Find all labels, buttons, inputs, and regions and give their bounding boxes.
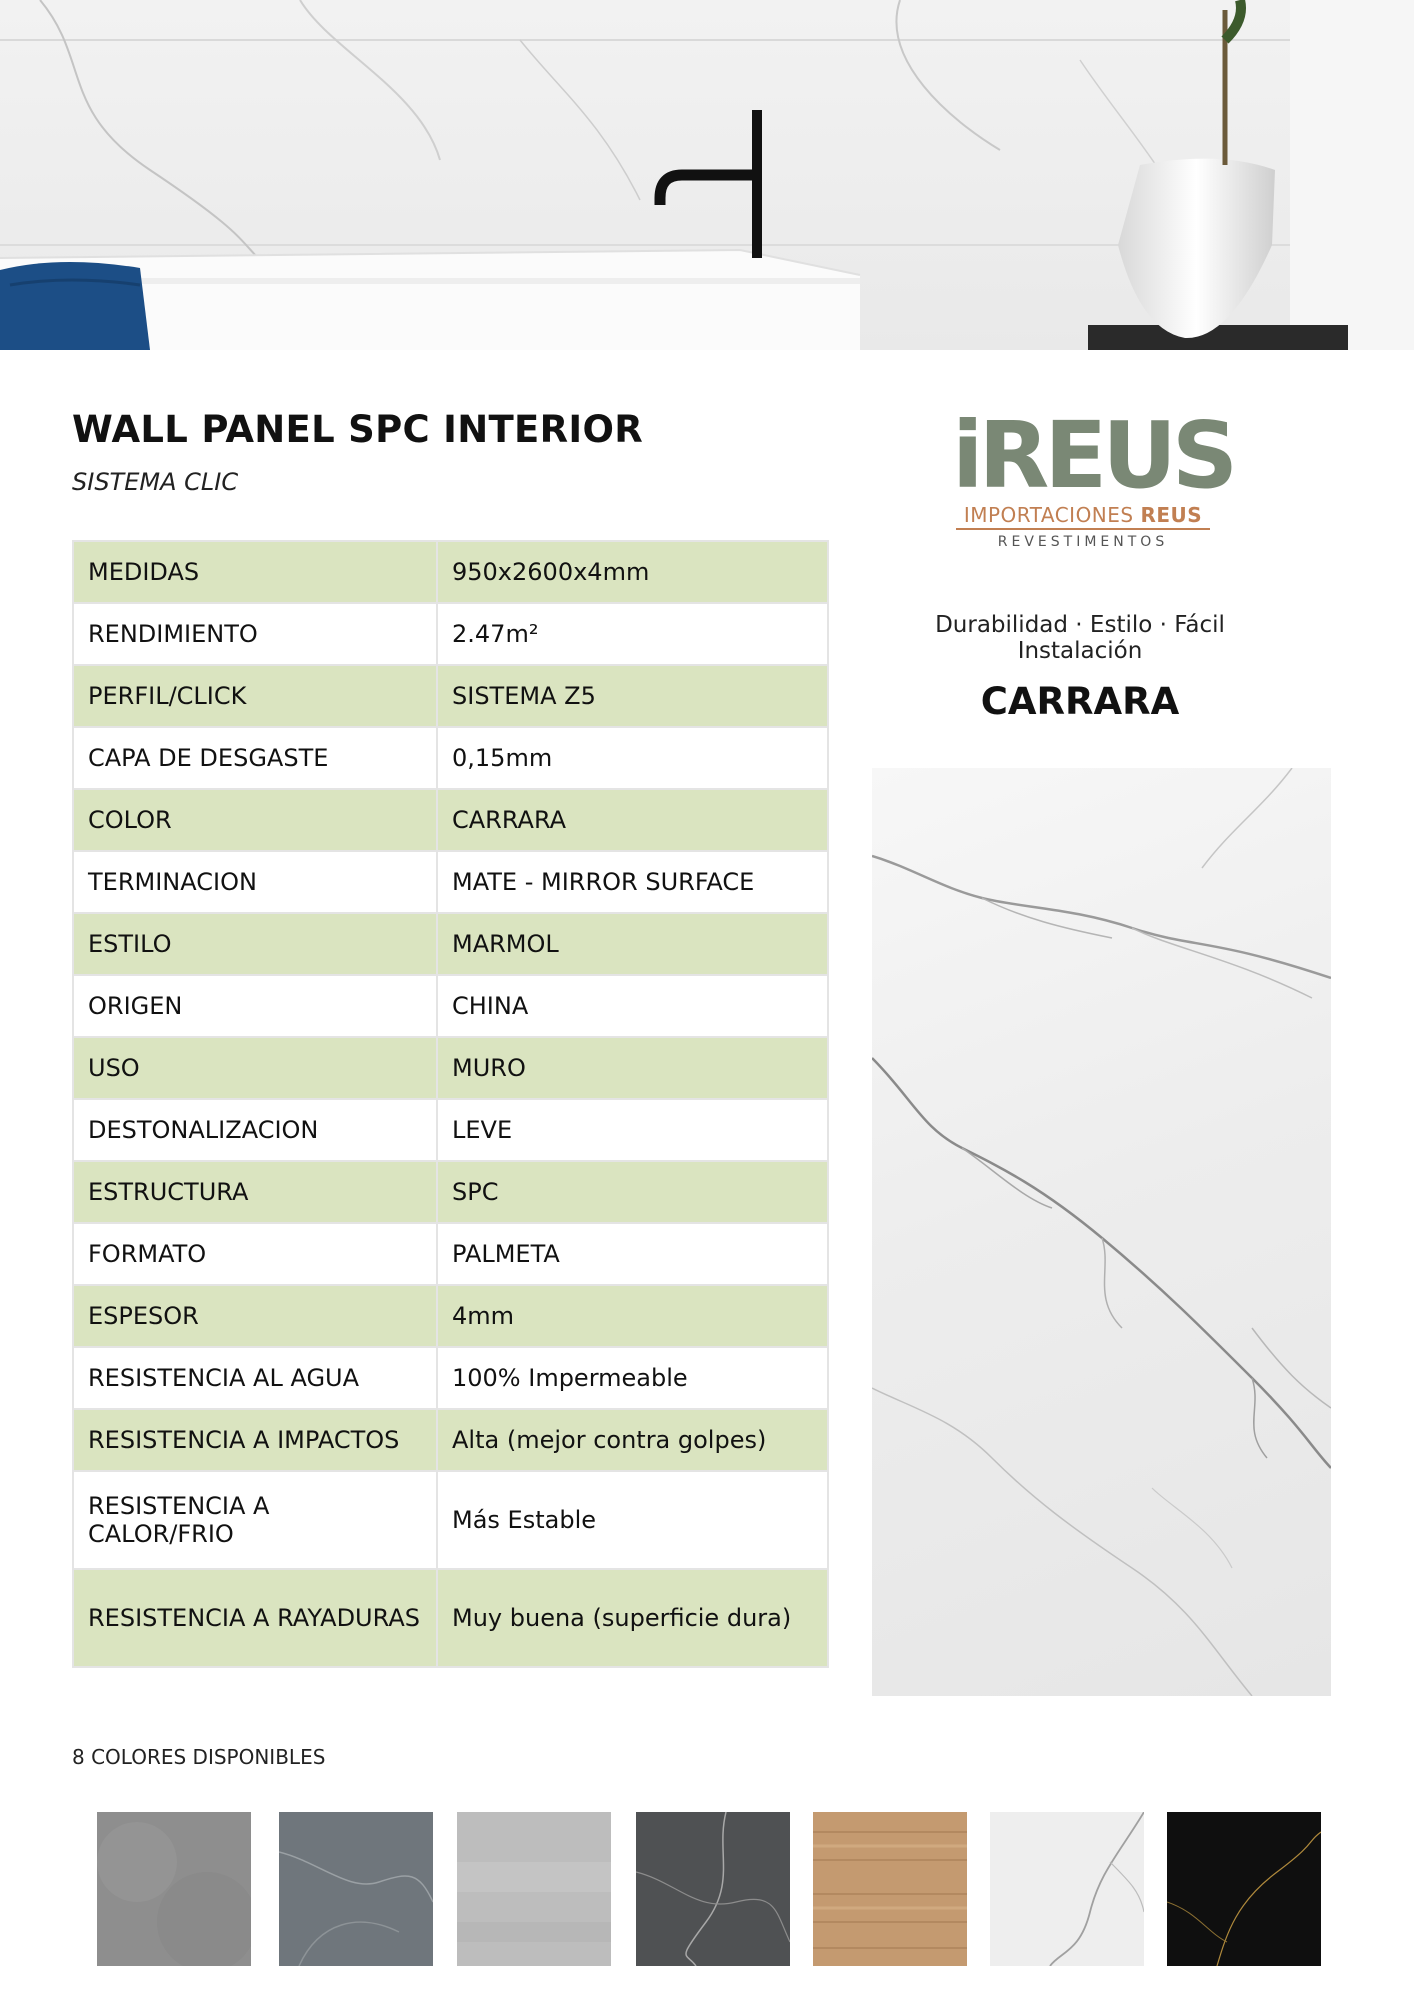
spec-value: SISTEMA Z5 <box>437 665 828 727</box>
logo-company-prefix: IMPORTACIONES <box>963 503 1141 527</box>
spec-label: TERMINACION <box>73 851 437 913</box>
spec-label: RESISTENCIA AL AGUA <box>73 1347 437 1409</box>
spec-row <box>73 1223 828 1285</box>
page-title: WALL PANEL SPC INTERIOR <box>72 408 644 451</box>
spec-value: 4mm <box>437 1285 828 1347</box>
spec-label: ESTRUCTURA <box>73 1161 437 1223</box>
spec-label: FORMATO <box>73 1223 437 1285</box>
spec-label: RENDIMIENTO <box>73 603 437 665</box>
logo-company-name <box>952 503 1214 527</box>
spec-value: 100% Impermeable <box>437 1347 828 1409</box>
spec-value: 0,15mm <box>437 727 828 789</box>
spec-label: CAPA DE DESGASTE <box>73 727 437 789</box>
spec-row <box>73 1471 828 1569</box>
colors-available-label: 8 COLORES DISPONIBLES <box>72 1745 326 1769</box>
spec-value: 2.47m² <box>437 603 828 665</box>
spec-label: USO <box>73 1037 437 1099</box>
hero-banner-image <box>0 0 1414 350</box>
spec-label: ORIGEN <box>73 975 437 1037</box>
product-color-name: CARRARA <box>980 680 1180 723</box>
spec-value: CARRARA <box>437 789 828 851</box>
brand-logo <box>952 402 1234 552</box>
marble-sample-image <box>872 768 1331 1696</box>
spec-row <box>73 913 828 975</box>
swatch-natural-wood <box>813 1812 967 1966</box>
spec-value: MATE - MIRROR SURFACE <box>437 851 828 913</box>
spec-row <box>73 1161 828 1223</box>
spec-row <box>73 1099 828 1161</box>
spec-label: RESISTENCIA A RAYADURAS <box>73 1569 437 1667</box>
logo-divider <box>956 528 1210 530</box>
spec-value: LEVE <box>437 1099 828 1161</box>
spec-value: PALMETA <box>437 1223 828 1285</box>
spec-value: SPC <box>437 1161 828 1223</box>
spec-value: MARMOL <box>437 913 828 975</box>
spec-value: Alta (mejor contra golpes) <box>437 1409 828 1471</box>
swatch-white-carrara <box>990 1812 1144 1966</box>
logo-tagline: REVESTIMENTOS <box>997 534 1169 550</box>
spec-row <box>73 603 828 665</box>
color-swatches <box>0 1812 1414 1968</box>
spec-label: ESPESOR <box>73 1285 437 1347</box>
spec-label: RESISTENCIA A IMPACTOS <box>73 1409 437 1471</box>
spec-row <box>73 665 828 727</box>
spec-row <box>73 789 828 851</box>
logo-wordmark: iREUS <box>952 402 1234 509</box>
spec-row <box>73 1347 828 1409</box>
spec-row <box>73 727 828 789</box>
spec-table <box>72 540 829 1668</box>
spec-value: 950x2600x4mm <box>437 541 828 603</box>
spec-row <box>73 1285 828 1347</box>
spec-row <box>73 975 828 1037</box>
spec-label: PERFIL/CLICK <box>73 665 437 727</box>
spec-label: RESISTENCIA A CALOR/FRIO <box>73 1471 437 1569</box>
swatch-gray-marble <box>279 1812 433 1966</box>
page-subtitle: SISTEMA CLIC <box>72 468 239 496</box>
spec-label: MEDIDAS <box>73 541 437 603</box>
spec-label: DESTONALIZACION <box>73 1099 437 1161</box>
spec-label: ESTILO <box>73 913 437 975</box>
spec-row <box>73 1569 828 1667</box>
spec-row <box>73 851 828 913</box>
spec-value: Muy buena (superficie dura) <box>437 1569 828 1667</box>
spec-value: Más Estable <box>437 1471 828 1569</box>
swatch-black-gold-marble <box>1167 1812 1321 1966</box>
swatch-gray-concrete <box>97 1812 251 1966</box>
logo-company-bold: REUS <box>1140 503 1203 527</box>
spec-row <box>73 1037 828 1099</box>
swatch-dark-gray-marble <box>636 1812 790 1966</box>
spec-value: MURO <box>437 1037 828 1099</box>
spec-value: CHINA <box>437 975 828 1037</box>
swatch-light-cement <box>457 1812 611 1966</box>
spec-row <box>73 1409 828 1471</box>
spec-label: COLOR <box>73 789 437 851</box>
product-tagline: Durabilidad · Estilo · Fácil Instalación <box>935 612 1225 664</box>
spec-row <box>73 541 828 603</box>
